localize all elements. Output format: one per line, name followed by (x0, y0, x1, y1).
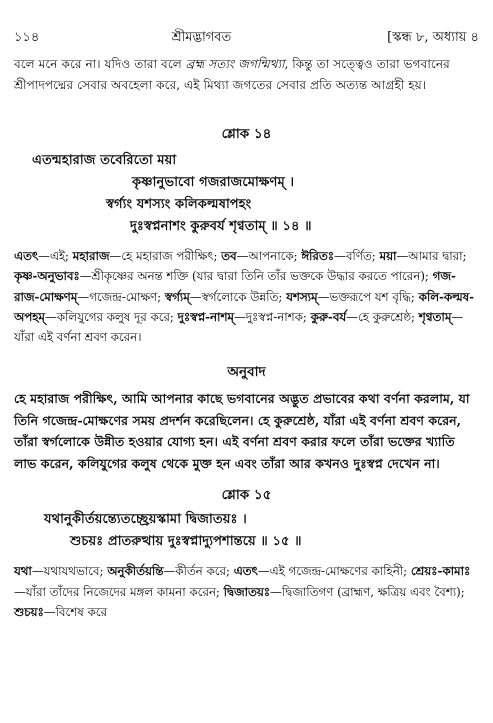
word-meaning: যাঁরা তাঁদের নিজেদের মঙ্গল কামনা করেন; (25, 584, 224, 599)
sloka-14-heading: শ্লোক ১৪ (221, 126, 272, 142)
sanskrit-word: দ্বিজাতয়ঃ (223, 584, 271, 599)
translation-heading: অনুবাদ (227, 364, 266, 381)
sanskrit-word: কুরু-বর্য (310, 309, 347, 324)
word-meaning: কীর্তন করে; (175, 564, 234, 579)
word-meaning: যাঁরা এই বর্ণনা শ্রবণ করেন। (14, 330, 142, 345)
word-meaning: আমার দ্বারা; (408, 249, 467, 263)
sanskrit-word: এতৎ (233, 564, 258, 579)
word-meaning: গজেন্দ্র-মোক্ষণ; (89, 289, 165, 304)
verse-line: যথানুকীর্তয়ন্ত্যেতচ্ছ্রেয়স্কামা দ্বিজাতয়ঃ । (44, 512, 247, 528)
sanskrit-word: কৃষ্ণ-অনুভাবঃ (14, 269, 80, 284)
sanskrit-word: কলি-কল্মষ-অপহম্ (14, 289, 475, 324)
sanskrit-word: মহারাজ (72, 249, 110, 263)
sloka-15-heading: শ্লোক ১৫ (221, 487, 272, 504)
word-meaning: দ্বিজাতিগণ (ব্রাহ্মণ, ক্ষত্রিয় এবং বৈশ্য); (281, 584, 465, 599)
sanskrit-word: শুচয়ঃ (14, 605, 44, 620)
word-meaning: এই গজেন্দ্র-মোক্ষণের কাহিনী; (269, 564, 411, 579)
intro-text-1: বলে মনে করে না। যদিও তারা বলে (14, 57, 186, 71)
sloka-14-verse (14, 150, 479, 238)
sanskrit-word: অনুকীর্তয়ন্তি (107, 564, 164, 579)
word-meaning: হে মহারাজ পরীক্ষিৎ; (121, 249, 222, 263)
translation-text: হে মহারাজ পরীক্ষিৎ, আমি আপনার কাছে ভগবানের অদ্ভুত প্রভাবের কথা বর্ণনা করলাম, যা তিনি গজেন্দ্র-মোক্ষণের সময় প্রদর্শন করেছিলেন। হে কুরুশ্রেষ্ঠ, যাঁরা এই বর্ণনা শ্রবণ করেন, তাঁরা স্বর্গলোকে উন্নীত হওয়ার যোগ্য হন। এই বর্ণনা শ্রবণ করার ফলে তাঁরা ভক্তের খ্যাতি লাভ করেন, কলিযুগের কলুষ থেকে মুক্ত হন এবং তাঁরা আর কখনও দুঃস্বপ্ন দেখেন না। (14, 391, 470, 471)
verse-line: এতন্মহারাজ তবেরিতো ময়া (32, 153, 177, 168)
section-reference: [স্কন্ধ ৮, অধ্যায় ৪ (387, 30, 479, 45)
word-meaning: শ্রীকৃষ্ণের অনন্ত শক্তি (যার দ্বারা তিনি তাঁর ভক্তকে উদ্ধার করতে পারেন); (91, 269, 433, 284)
word-meaning: স্বর্গলোকে উন্নতি; (201, 289, 287, 304)
page-header (14, 28, 479, 50)
word-meaning: যথাযথভাবে; (43, 564, 108, 579)
verse-line: স্বর্গ্যং যশস্যং কলিকল্মষাপহং (106, 197, 252, 212)
sanskrit-word: যশস্যম্ (286, 289, 318, 304)
page-number: ১১৪ (14, 30, 40, 45)
sanskrit-word: ঈরিতঃ (301, 249, 335, 263)
word-meaning: হে কুরুশ্রেষ্ঠ; (357, 309, 419, 324)
sanskrit-word: তব (221, 249, 237, 263)
sanskrit-word: যথা (14, 564, 32, 579)
sanskrit-word: শ্রেয়ঃ-কামাঃ (410, 564, 471, 579)
intro-text-2: , কিন্তু তা সত্ত্বেও তারা ভগবানের শ্রীপাদপদ্মের সেবার অবহেলা করে, এই মিথ্যা জগতের সেবার প্রতি অত্যন্ত আগ্রহী হয়। (14, 57, 450, 92)
word-meaning: ভক্তরূপে যশ বৃদ্ধি; (329, 289, 419, 304)
sanskrit-word: শৃণ্বতাম্ (418, 309, 452, 324)
word-meaning: কলিযুগের কলুষ দূর করে; (56, 309, 178, 324)
word-meanings-15: যথা—যথাযথভাবে; অনুকীর্তয়ন্তি—কীর্তন করে; এতৎ—এই গজেন্দ্র-মোক্ষণের কাহিনী; শ্রেয়ঃ-কামাঃ—যাঁরা তাঁদের নিজেদের মঙ্গল কামনা করেন; দ্বিজাতয়ঃ—দ্বিজাতিগণ (ব্রাহ্মণ, ক্ষত্রিয় এবং বৈশ্য); শুচয়ঃ—বিশেষ করে (14, 564, 471, 620)
book-title: শ্রীমদ্ভাগবত (171, 30, 232, 45)
intro-quote: ব্রহ্ম সত্যং জগন্মিথ্যা (185, 57, 285, 71)
sanskrit-word: দুঃস্বপ্ন-নাশম্ (177, 309, 234, 324)
word-meaning: দুঃস্বপ্ন-নাশক; (245, 309, 311, 324)
word-meaning: বর্ণিত; (345, 249, 380, 263)
sloka-15-verse (14, 509, 479, 553)
word-meanings-14: এতৎ—এই; মহারাজ—হে মহারাজ পরীক্ষিৎ; তব—আপনাকে; ঈরিতঃ—বর্ণিত; ময়া—আমার দ্বারা; কৃষ্ণ-অনুভাবঃ—শ্রীকৃষ্ণের অনন্ত শক্তি (যার দ্বারা তিনি তাঁর ভক্তকে উদ্ধার করতে পারেন); গজ-রাজ-মোক্ষণম্—গজেন্দ্র-মোক্ষণ; স্বর্গ্যম্—স্বর্গলোকে উন্নতি; যশস্যম্—ভক্তরূপে যশ বৃদ্ধি; কলি-কল্মষ-অপহম্—কলিযুগের কলুষ দূর করে; দুঃস্বপ্ন-নাশম্—দুঃস্বপ্ন-নাশক; কুরু-বর্য—হে কুরুশ্রেষ্ঠ; শৃণ্বতাম্—যাঁরা এই বর্ণনা শ্রবণ করেন। (14, 249, 475, 345)
word-meaning: এই; (49, 249, 73, 263)
sanskrit-word: এতৎ (14, 249, 39, 263)
verse-line: শুচয়ঃ প্রাতরুত্থায় দুঃস্বপ্নাদ্যুপশান্তয়ে ॥ ১৫ ॥ (70, 534, 302, 550)
intro-paragraph (14, 54, 479, 95)
word-meaning: আপনাকে; (248, 249, 302, 263)
sanskrit-word: গজ-রাজ-মোক্ষণম্ (14, 269, 456, 304)
sanskrit-word: ময়া (379, 249, 397, 263)
verse-line: দুঃস্বপ্ননাশং কুরুবর্য শৃণ্বতাম্ ॥ ১৪ ॥ (130, 219, 312, 234)
sanskrit-word: স্বর্গ্যম্ (164, 289, 190, 304)
word-meaning: বিশেষ করে (55, 605, 107, 620)
verse-line: কৃষ্ণানুভাবো গজরাজমোক্ষণম্ । (132, 175, 295, 190)
